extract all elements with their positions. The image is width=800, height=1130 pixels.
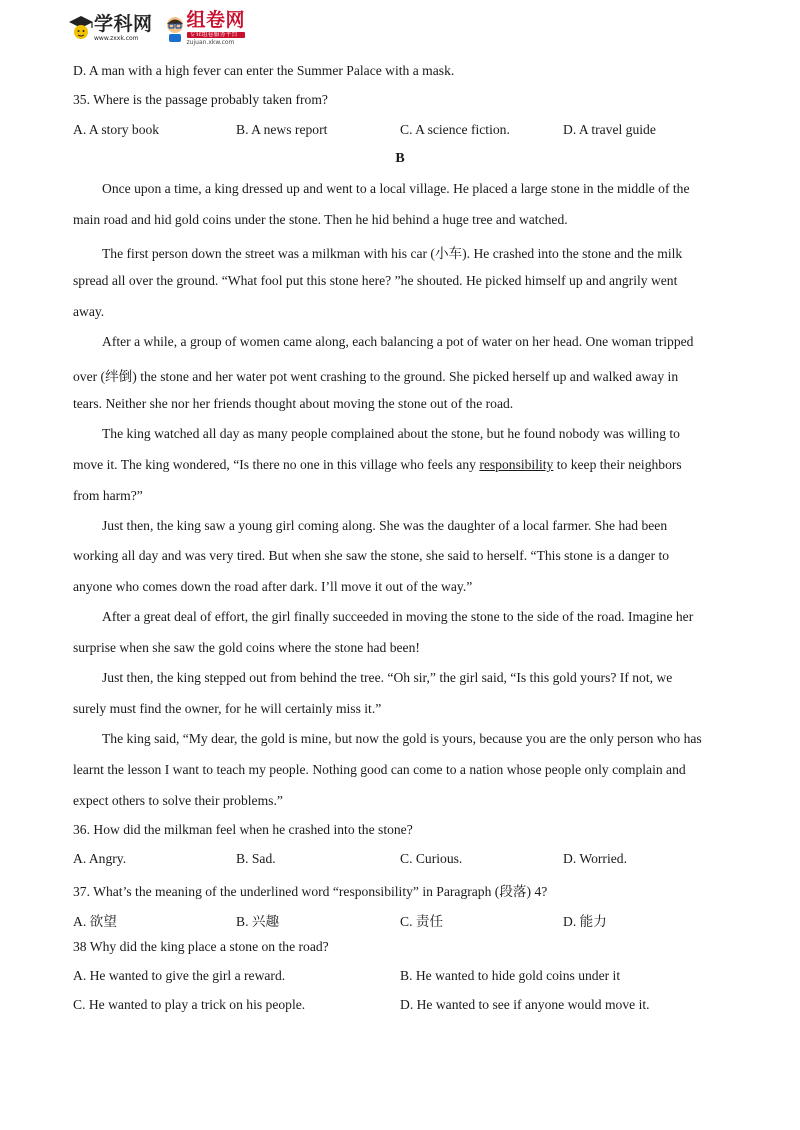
zujuan-logo-title: 组卷网 bbox=[186, 8, 246, 31]
passage-text: move it. The king wondered, “Is there no one in this village who feels any bbox=[73, 457, 480, 472]
q38-option-b[interactable]: B. He wanted to hide gold coins under it bbox=[400, 968, 621, 983]
underlined-word-responsibility: responsibility bbox=[479, 457, 554, 472]
passage-line: tears. Neither she nor her friends thought about moving the stone out of the road. bbox=[73, 396, 514, 411]
q38-option-d[interactable]: D. He wanted to see if anyone would move it. bbox=[400, 997, 650, 1012]
q36-option-a[interactable]: A. Angry. bbox=[73, 851, 127, 866]
passage-line: surprise when she saw the gold coins where the stone had been! bbox=[73, 640, 420, 655]
zxxk-logo-url: www.zxxk.com bbox=[94, 34, 139, 42]
passage-line: surely must find the owner, for he will certainly miss it.” bbox=[73, 701, 382, 716]
passage-line: away. bbox=[73, 304, 105, 319]
passage-line-underlined-word bbox=[73, 457, 682, 473]
passage-line: Just then, the king saw a young girl coming along. She was the daughter of a local farmer. She had been bbox=[102, 518, 668, 533]
passage-line: Just then, the king stepped out from behind the tree. “Oh sir,” the girl said, “Is this gold yours? If not, we bbox=[102, 670, 673, 685]
passage-line: After a great deal of effort, the girl finally succeeded in moving the stone to the side of the road. Imagine her bbox=[102, 609, 694, 624]
q37-option-b[interactable]: B. 兴趣 bbox=[236, 914, 280, 929]
passage-line: The king said, “My dear, the gold is mine, but now the gold is yours, because you are the only person who has bbox=[102, 731, 702, 746]
passage-line: from harm?” bbox=[73, 488, 143, 503]
passage-line: The king watched all day as many people complained about the stone, but he found nobody was willing to bbox=[102, 426, 680, 441]
q36-option-b[interactable]: B. Sad. bbox=[236, 851, 276, 866]
passage-line: After a while, a group of women came along, each balancing a pot of water on her head. One woman tripped bbox=[102, 334, 694, 349]
q36-option-c[interactable]: C. Curious. bbox=[400, 851, 463, 866]
student-avatar-icon bbox=[163, 14, 187, 42]
zujuan-logo-banner: 专业组卷服务平台 bbox=[187, 32, 246, 38]
q37-option-d[interactable]: D. 能力 bbox=[563, 914, 607, 929]
q37-option-a[interactable]: A. 欲望 bbox=[73, 914, 117, 929]
passage-line: working all day and was very tired. But when she saw the stone, she said to herself. “This stone is a danger to bbox=[73, 548, 670, 563]
q34-option-d: D. A man with a high fever can enter the Summer Palace with a mask. bbox=[73, 63, 455, 78]
passage-line: over (绊倒) the stone and her water pot went crashing to the ground. She picked herself up and walked away in bbox=[73, 369, 679, 384]
q35-option-a[interactable]: A. A story book bbox=[73, 122, 160, 137]
zxxk-logo-title: 学科网 bbox=[94, 12, 153, 35]
q35-option-c[interactable]: C. A science fiction. bbox=[400, 122, 510, 137]
passage-line: learnt the lesson I want to teach my people. Nothing good can come to a nation whose people only complain and bbox=[73, 762, 686, 777]
q36-stem: 36. How did the milkman feel when he crashed into the stone? bbox=[73, 822, 413, 837]
q35-option-b[interactable]: B. A news report bbox=[236, 122, 328, 137]
zxxk-logo[interactable] bbox=[68, 14, 153, 42]
passage-text: to keep their neighbors bbox=[553, 457, 682, 472]
q35-option-d[interactable]: D. A travel guide bbox=[563, 122, 656, 137]
header bbox=[68, 8, 255, 48]
q38-stem: 38 Why did the king place a stone on the road? bbox=[73, 939, 329, 954]
zujuan-logo[interactable] bbox=[163, 8, 246, 46]
q38-option-a[interactable]: A. He wanted to give the girl a reward. bbox=[73, 968, 286, 983]
passage-line: spread all over the ground. “What fool put this stone here? ”he shouted. He picked himself up and angrily went bbox=[73, 273, 678, 288]
mortarboard-icon bbox=[68, 14, 94, 42]
q36-option-d[interactable]: D. Worried. bbox=[563, 851, 627, 866]
passage-line: expect others to solve their problems.” bbox=[73, 793, 283, 808]
q35-stem: 35. Where is the passage probably taken from? bbox=[73, 92, 328, 107]
q38-option-c[interactable]: C. He wanted to play a trick on his people. bbox=[73, 997, 306, 1012]
q37-option-c[interactable]: C. 责任 bbox=[400, 914, 444, 929]
passage-line: anyone who comes down the road after dark. I’ll move it out of the way.” bbox=[73, 579, 473, 594]
passage-line: The first person down the street was a milkman with his car (小车). He crashed into the stone and the milk bbox=[102, 246, 683, 261]
passage-line: main road and hid gold coins under the stone. Then he hid behind a huge tree and watched. bbox=[73, 212, 568, 227]
passage-line: Once upon a time, a king dressed up and went to a local village. He placed a large stone in the middle of the bbox=[102, 181, 690, 196]
zujuan-logo-url: zujuan.xkw.com bbox=[186, 38, 235, 46]
section-heading: B bbox=[395, 151, 405, 166]
q37-stem: 37. What’s the meaning of the underlined word “responsibility” in Paragraph (段落) 4? bbox=[73, 884, 548, 899]
